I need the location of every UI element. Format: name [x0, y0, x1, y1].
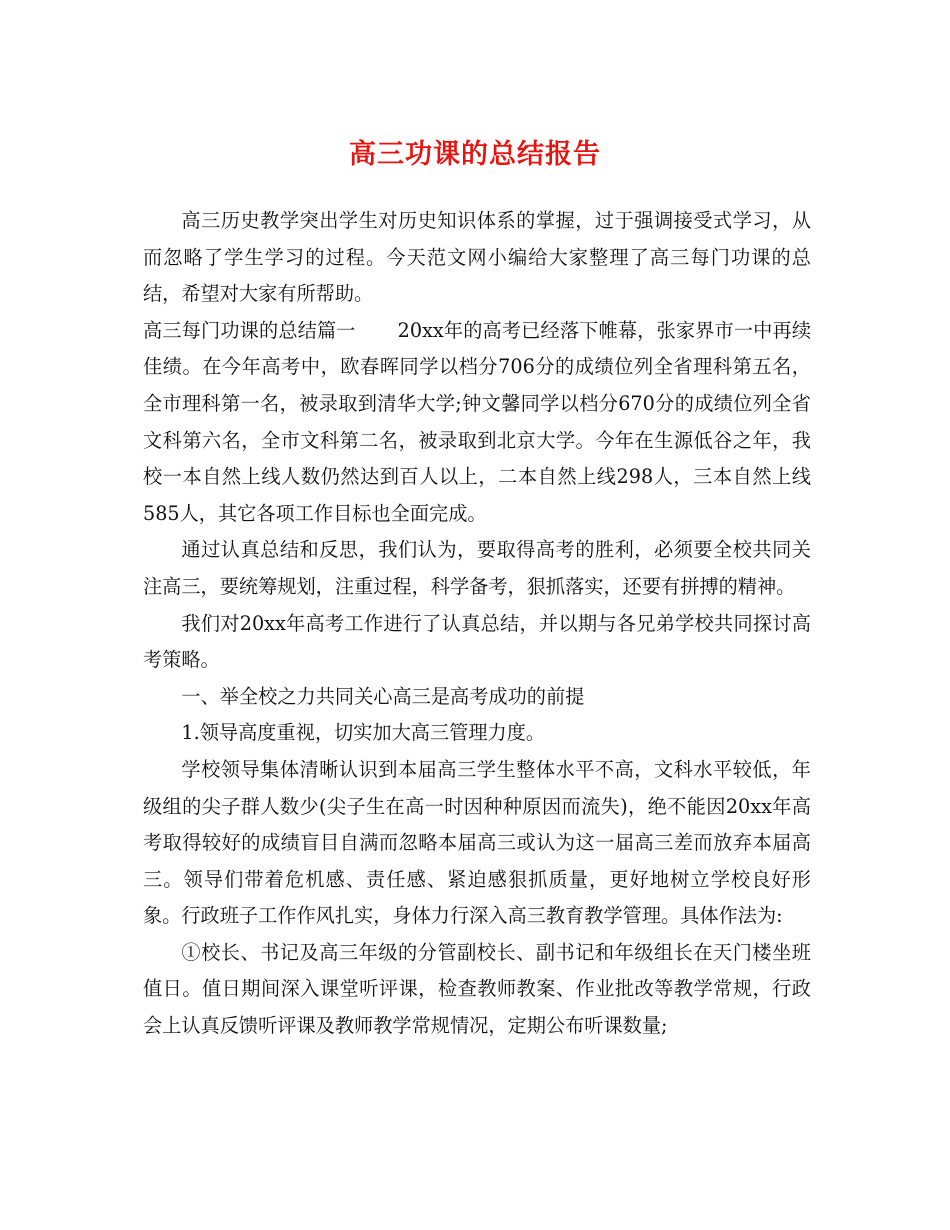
paragraph-1: 20xx年的高考已经落下帷幕，张家界市一中再续佳绩。在今年高考中，欧春晖同学以档分706分的成绩位列全省理科第五名，全市理科第一名，被录取到清华大学;钟文馨同学以档分670分的成绩位列全省文科第六名，全市文科第二名，被录取到北京大学。今年在生源低谷之年，我校一本自然上线人数仍然达到百人以上，二本自然上线298人，三本自然上线585人，其它各项工作目标也全面完成。	[143, 318, 812, 525]
document-title: 高三功课的总结报告	[349, 139, 601, 170]
document-body	[143, 203, 811, 1045]
section-label: 高三每门功课的总结篇一	[143, 318, 356, 342]
intro-paragraph: 高三历史教学突出学生对历史知识体系的掌握，过于强调接受式学习，从而忽略了学生学习的过程。今天范文网小编给大家整理了高三每门功课的总结，希望对大家有所帮助。	[143, 209, 811, 306]
heading-1: 一、举全校之力共同关心高三是高考成功的前提	[181, 684, 585, 708]
paragraph-4: 学校领导集体清晰认识到本届高三学生整体水平不高，文科水平较低，年级组的尖子群人数少(尖子生在高一时因种种原因而流失)，绝不能因20xx年高考取得较好的成绩盲目自满而忽略本届高三或认为这一届高三差而放弃本届高三。领导们带着危机感、责任感、紧迫感狠抓质量，更好地树立学校良好形象。行政班子工作作风扎实，身体力行深入高三教育教学管理。具体作法为:	[143, 757, 811, 928]
paragraph-2: 通过认真总结和反思，我们认为，要取得高考的胜利，必须要全校共同关注高三，要统筹规划，注重过程，科学备考，狠抓落实，还要有拼搏的精神。	[143, 538, 811, 598]
heading-2: 1.领导高度重视，切实加大高三管理力度。	[181, 721, 546, 745]
paragraph-5: ①校长、书记及高三年级的分管副校长、副书记和年级组长在天门楼坐班值日。值日期间深入课堂听评课，检查教师教案、作业批改等教学常规，行政会上认真反馈听评课及教师教学常规情况，定期公布听课数量;	[143, 940, 811, 1038]
section-paragraph	[143, 313, 811, 533]
paragraph-3: 我们对20xx年高考工作进行了认真总结，并以期与各兄弟学校共同探讨高考策略。	[143, 611, 811, 672]
